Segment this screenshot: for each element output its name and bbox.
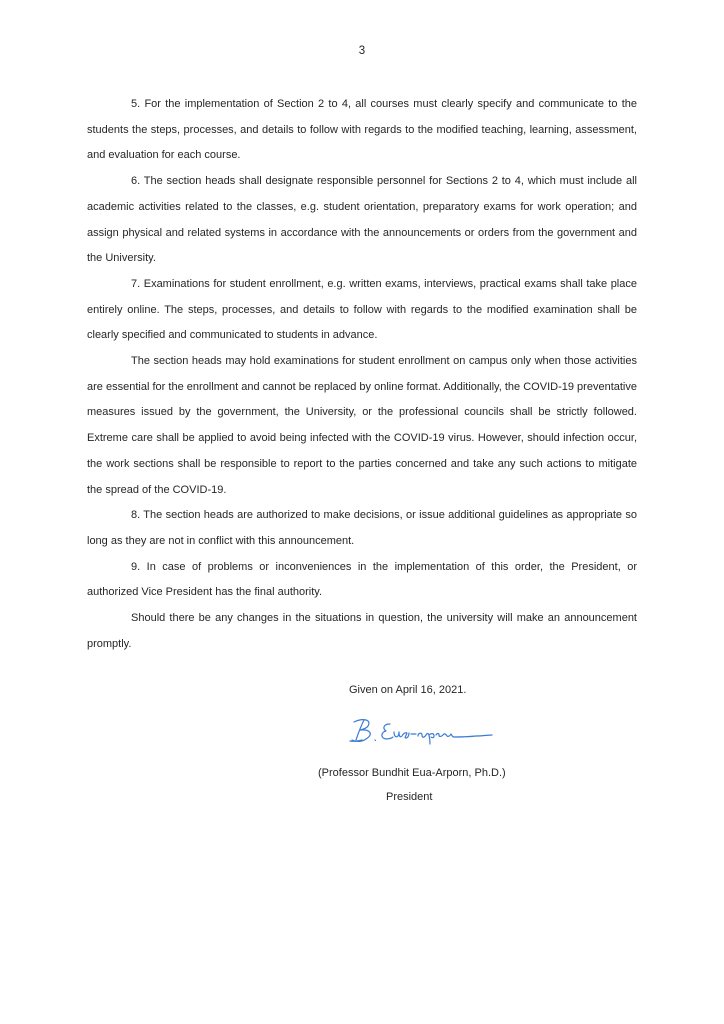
paragraph-section-8: 8. The section heads are authorized to make decisions, or issue additional guidelines as appropriate so long as they are not in conflict with this announcement. [87,509,637,547]
document-body [87,92,637,657]
paragraph-section-9: 9. In case of problems or inconveniences in the implementation of this order, the President, or authorized Vice President has the final authority. [87,560,637,599]
signer-title: President [386,791,433,803]
given-date: Given on April 16, 2021. [349,684,467,696]
paragraph-section-7: 7. Examinations for student enrollment, e.g. written exams, interviews, practical exams shall take place entirely online. The steps, processes, and details to follow with regards to the modified examination shall be clearly specified and communicated to students in advance. [87,277,637,342]
paragraph-section-6: 6. The section heads shall designate responsible personnel for Sections 2 to 4, which must include all academic activities related to the classes, e.g. student orientation, preparatory exams for work operation; and assign physical and related systems in accordance with the announcements or orders from the government and the University. [87,175,637,265]
paragraph-changes-notice: Should there be any changes in the situations in question, the university will make an announcement promptly. [87,612,637,650]
paragraph-section-5: 5. For the implementation of Section 2 to 4, all courses must clearly specify and communicate to the students the steps, processes, and details to follow with regards to the modified teaching, learning, assessment, and evaluation for each course. [87,98,637,162]
page-number: 3 [358,45,366,57]
signature-image [348,714,498,754]
paragraph-section-7-continued: The section heads may hold examinations for student enrollment on campus only when those activities are essential for the enrollment and cannot be replaced by online format. Additionally, the COVID-19 preventative measures issued by the government, the University, or the professional councils shall be strictly followed. Extreme care shall be applied to avoid being infected with the COVID-19 virus. However, should infection occur, the work sections shall be responsible to report to the parties concerned and take any such actions to mitigate the spread of the COVID-19. [87,355,637,496]
signer-name: (Professor Bundhit Eua-Arporn, Ph.D.) [318,767,506,779]
